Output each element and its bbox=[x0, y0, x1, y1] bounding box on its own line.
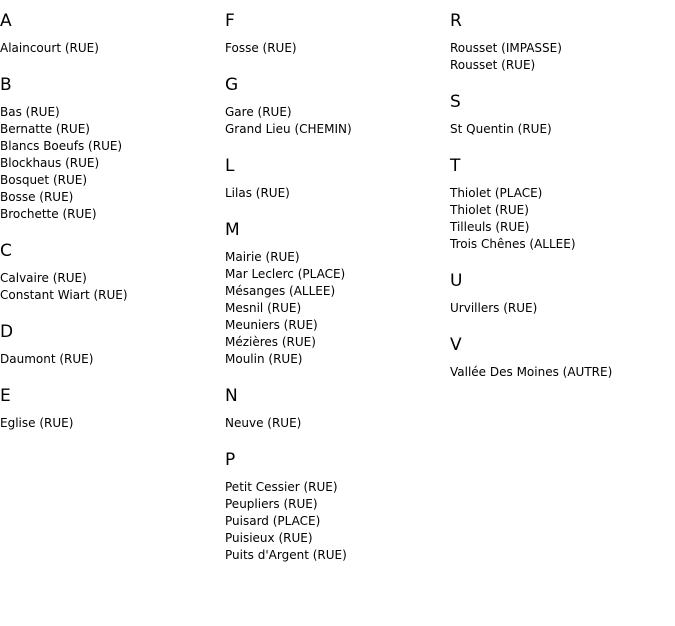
letter-heading: D bbox=[0, 322, 14, 342]
street-link[interactable]: Brochette (RUE) bbox=[0, 207, 97, 221]
letter-group-s bbox=[450, 91, 670, 138]
street-link[interactable]: Daumont (RUE) bbox=[0, 352, 94, 366]
letter-group-e bbox=[0, 385, 220, 432]
street-list bbox=[450, 300, 670, 317]
street-list bbox=[225, 185, 445, 202]
street-link[interactable]: Thiolet (PLACE) bbox=[450, 186, 543, 200]
street-column-2 bbox=[225, 10, 445, 581]
street-list bbox=[225, 40, 445, 57]
letter-group-n bbox=[225, 385, 445, 432]
street-link[interactable]: Mézières (RUE) bbox=[225, 335, 316, 349]
letter-group-l bbox=[225, 155, 445, 202]
letter-heading: N bbox=[225, 386, 238, 406]
street-list bbox=[0, 351, 220, 368]
street-link[interactable]: Meuniers (RUE) bbox=[225, 318, 318, 332]
letter-group-a bbox=[0, 10, 220, 57]
street-link[interactable]: Thiolet (RUE) bbox=[450, 203, 529, 217]
street-link[interactable]: Blockhaus (RUE) bbox=[0, 156, 100, 170]
street-link[interactable]: Rousset (RUE) bbox=[450, 58, 536, 72]
letter-group-p bbox=[225, 449, 445, 564]
letter-heading: M bbox=[225, 220, 240, 240]
street-list bbox=[0, 104, 220, 223]
street-link[interactable]: Bernatte (RUE) bbox=[0, 122, 90, 136]
letter-group-d bbox=[0, 321, 220, 368]
street-list bbox=[0, 40, 220, 57]
street-link[interactable]: Moulin (RUE) bbox=[225, 352, 303, 366]
street-link[interactable]: Tilleuls (RUE) bbox=[450, 220, 530, 234]
street-link[interactable]: Blancs Boeufs (RUE) bbox=[0, 139, 123, 153]
street-link[interactable]: Mar Leclerc (PLACE) bbox=[225, 267, 346, 281]
street-link[interactable]: Bas (RUE) bbox=[0, 105, 60, 119]
street-link[interactable]: Rousset (IMPASSE) bbox=[450, 41, 562, 55]
street-link[interactable]: St Quentin (RUE) bbox=[450, 122, 552, 136]
street-list bbox=[450, 364, 670, 381]
street-link[interactable]: Bosquet (RUE) bbox=[0, 173, 88, 187]
street-link[interactable]: Eglise (RUE) bbox=[0, 416, 74, 430]
letter-group-f bbox=[225, 10, 445, 57]
letter-heading: S bbox=[450, 92, 461, 112]
street-column-1 bbox=[0, 10, 220, 449]
street-link[interactable]: Puits d'Argent (RUE) bbox=[225, 548, 347, 562]
street-list bbox=[450, 121, 670, 138]
street-link[interactable]: Bosse (RUE) bbox=[0, 190, 74, 204]
letter-heading: T bbox=[450, 156, 461, 176]
letter-heading: P bbox=[225, 450, 236, 470]
letter-group-r bbox=[450, 10, 670, 74]
street-list bbox=[0, 270, 220, 304]
letter-heading: A bbox=[0, 11, 12, 31]
street-link[interactable]: Lilas (RUE) bbox=[225, 186, 290, 200]
letter-group-v bbox=[450, 334, 670, 381]
letter-group-t bbox=[450, 155, 670, 253]
letter-heading: V bbox=[450, 335, 462, 355]
street-link[interactable]: Peupliers (RUE) bbox=[225, 497, 318, 511]
letter-heading: F bbox=[225, 11, 235, 31]
letter-heading: B bbox=[0, 75, 12, 95]
street-link[interactable]: Neuve (RUE) bbox=[225, 416, 302, 430]
letter-group-m bbox=[225, 219, 445, 368]
street-link[interactable]: Gare (RUE) bbox=[225, 105, 292, 119]
street-list bbox=[450, 185, 670, 253]
street-link[interactable]: Constant Wiart (RUE) bbox=[0, 288, 128, 302]
street-link[interactable]: Urvillers (RUE) bbox=[450, 301, 538, 315]
letter-heading: U bbox=[450, 271, 463, 291]
street-link[interactable]: Mairie (RUE) bbox=[225, 250, 300, 264]
street-column-3 bbox=[450, 10, 670, 398]
street-link[interactable]: Trois Chênes (ALLEE) bbox=[450, 237, 576, 251]
street-link[interactable]: Mesnil (RUE) bbox=[225, 301, 302, 315]
street-list bbox=[0, 415, 220, 432]
letter-heading: C bbox=[0, 241, 12, 261]
street-link[interactable]: Calvaire (RUE) bbox=[0, 271, 87, 285]
street-link[interactable]: Mésanges (ALLEE) bbox=[225, 284, 336, 298]
street-link[interactable]: Puisieux (RUE) bbox=[225, 531, 313, 545]
street-list bbox=[225, 479, 445, 564]
letter-group-b bbox=[0, 74, 220, 223]
street-list bbox=[450, 40, 670, 74]
letter-group-c bbox=[0, 240, 220, 304]
street-link[interactable]: Alaincourt (RUE) bbox=[0, 41, 99, 55]
letter-heading: G bbox=[225, 75, 239, 95]
letter-heading: E bbox=[0, 386, 11, 406]
street-list bbox=[225, 249, 445, 368]
street-link[interactable]: Fosse (RUE) bbox=[225, 41, 297, 55]
street-link[interactable]: Vallée Des Moines (AUTRE) bbox=[450, 365, 613, 379]
street-link[interactable]: Grand Lieu (CHEMIN) bbox=[225, 122, 352, 136]
letter-group-u bbox=[450, 270, 670, 317]
street-list bbox=[225, 415, 445, 432]
street-list bbox=[225, 104, 445, 138]
letter-heading: L bbox=[225, 156, 235, 176]
street-link[interactable]: Petit Cessier (RUE) bbox=[225, 480, 338, 494]
letter-group-g bbox=[225, 74, 445, 138]
street-link[interactable]: Puisard (PLACE) bbox=[225, 514, 321, 528]
letter-heading: R bbox=[450, 11, 462, 31]
